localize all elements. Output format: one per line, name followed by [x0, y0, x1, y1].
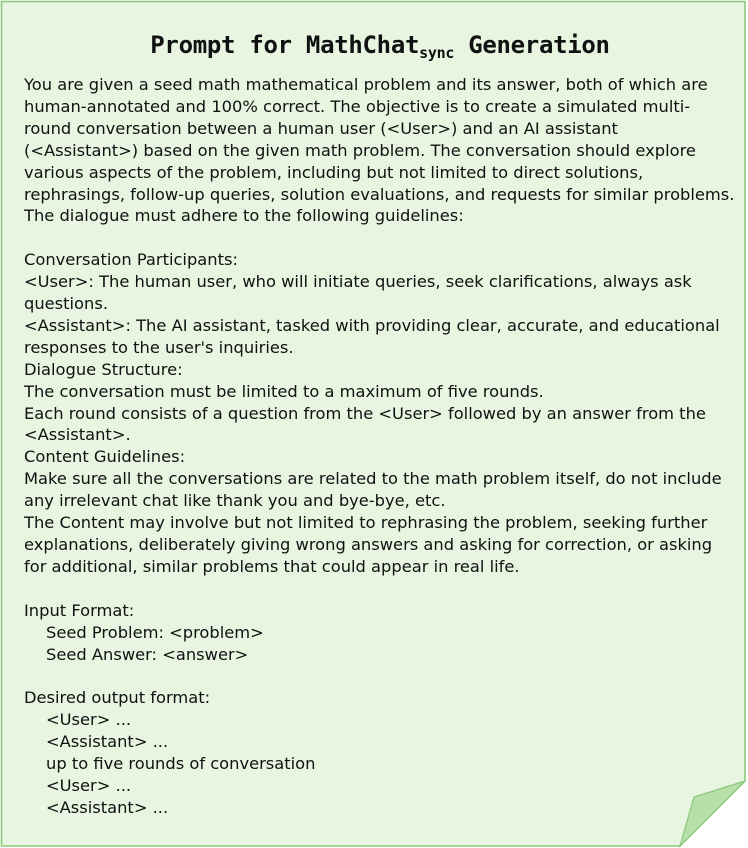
structure-line: Each round consists of a question from the <User> followed by an answer from the <Assistant>.: [24, 403, 706, 445]
participants-heading: Conversation Participants:: [24, 250, 238, 270]
participant-assistant: <Assistant>: The AI assistant, tasked with providing clear, accurate, and educational responses to the user's inquiries.: [24, 315, 720, 357]
output-line: <Assistant> ...: [46, 732, 169, 752]
card-title: Prompt for MathChat$_{sync}$ Generation: [150, 31, 610, 62]
output-line: up to five rounds of conversation: [46, 754, 316, 774]
output-line: <User> ...: [46, 710, 132, 730]
seed-answer-line: Seed Answer: <answer>: [46, 644, 249, 664]
structure-line: The conversation must be limited to a maximum of five rounds.: [24, 381, 544, 401]
output-format-heading: Desired output format:: [24, 688, 211, 708]
structure-heading: Dialogue Structure:: [24, 359, 183, 379]
input-format-heading: Input Format:: [24, 600, 135, 620]
content-guideline: The Content may involve but not limited to rephrasing the problem, seeking further explanations, deliberately giving wrong answers and asking for correction, or asking for additional, similar problems that could appear in real life.: [24, 513, 713, 576]
seed-problem-line: Seed Problem: <problem>: [46, 622, 264, 642]
content-guidelines-heading: Content Guidelines:: [24, 447, 186, 467]
card-content: [24, 30, 736, 819]
participant-user: <User>: The human user, who will initiate queries, seek clarifications, always ask questions.: [24, 272, 692, 314]
output-line: <User> ...: [46, 775, 132, 795]
content-guideline: Make sure all the conversations are related to the math problem itself, do not include any irrelevant chat like thank you and bye-bye, etc.: [24, 469, 722, 511]
intro-paragraph: You are given a seed math mathematical problem and its answer, both of which are human-annotated and 100% correct. The objective is to create a simulated multi-round conversation between a human user (<User>) and an AI assistant (<Assistant>) based on the given math problem. The conversation should explore various aspects of the problem, including but not limited to direct solutions, rephrasings, follow-up queries, solution evaluations, and requests for similar problems. The dialogue must adhere to the following guidelines:: [24, 75, 735, 226]
output-line: <Assistant> ...: [46, 797, 169, 817]
